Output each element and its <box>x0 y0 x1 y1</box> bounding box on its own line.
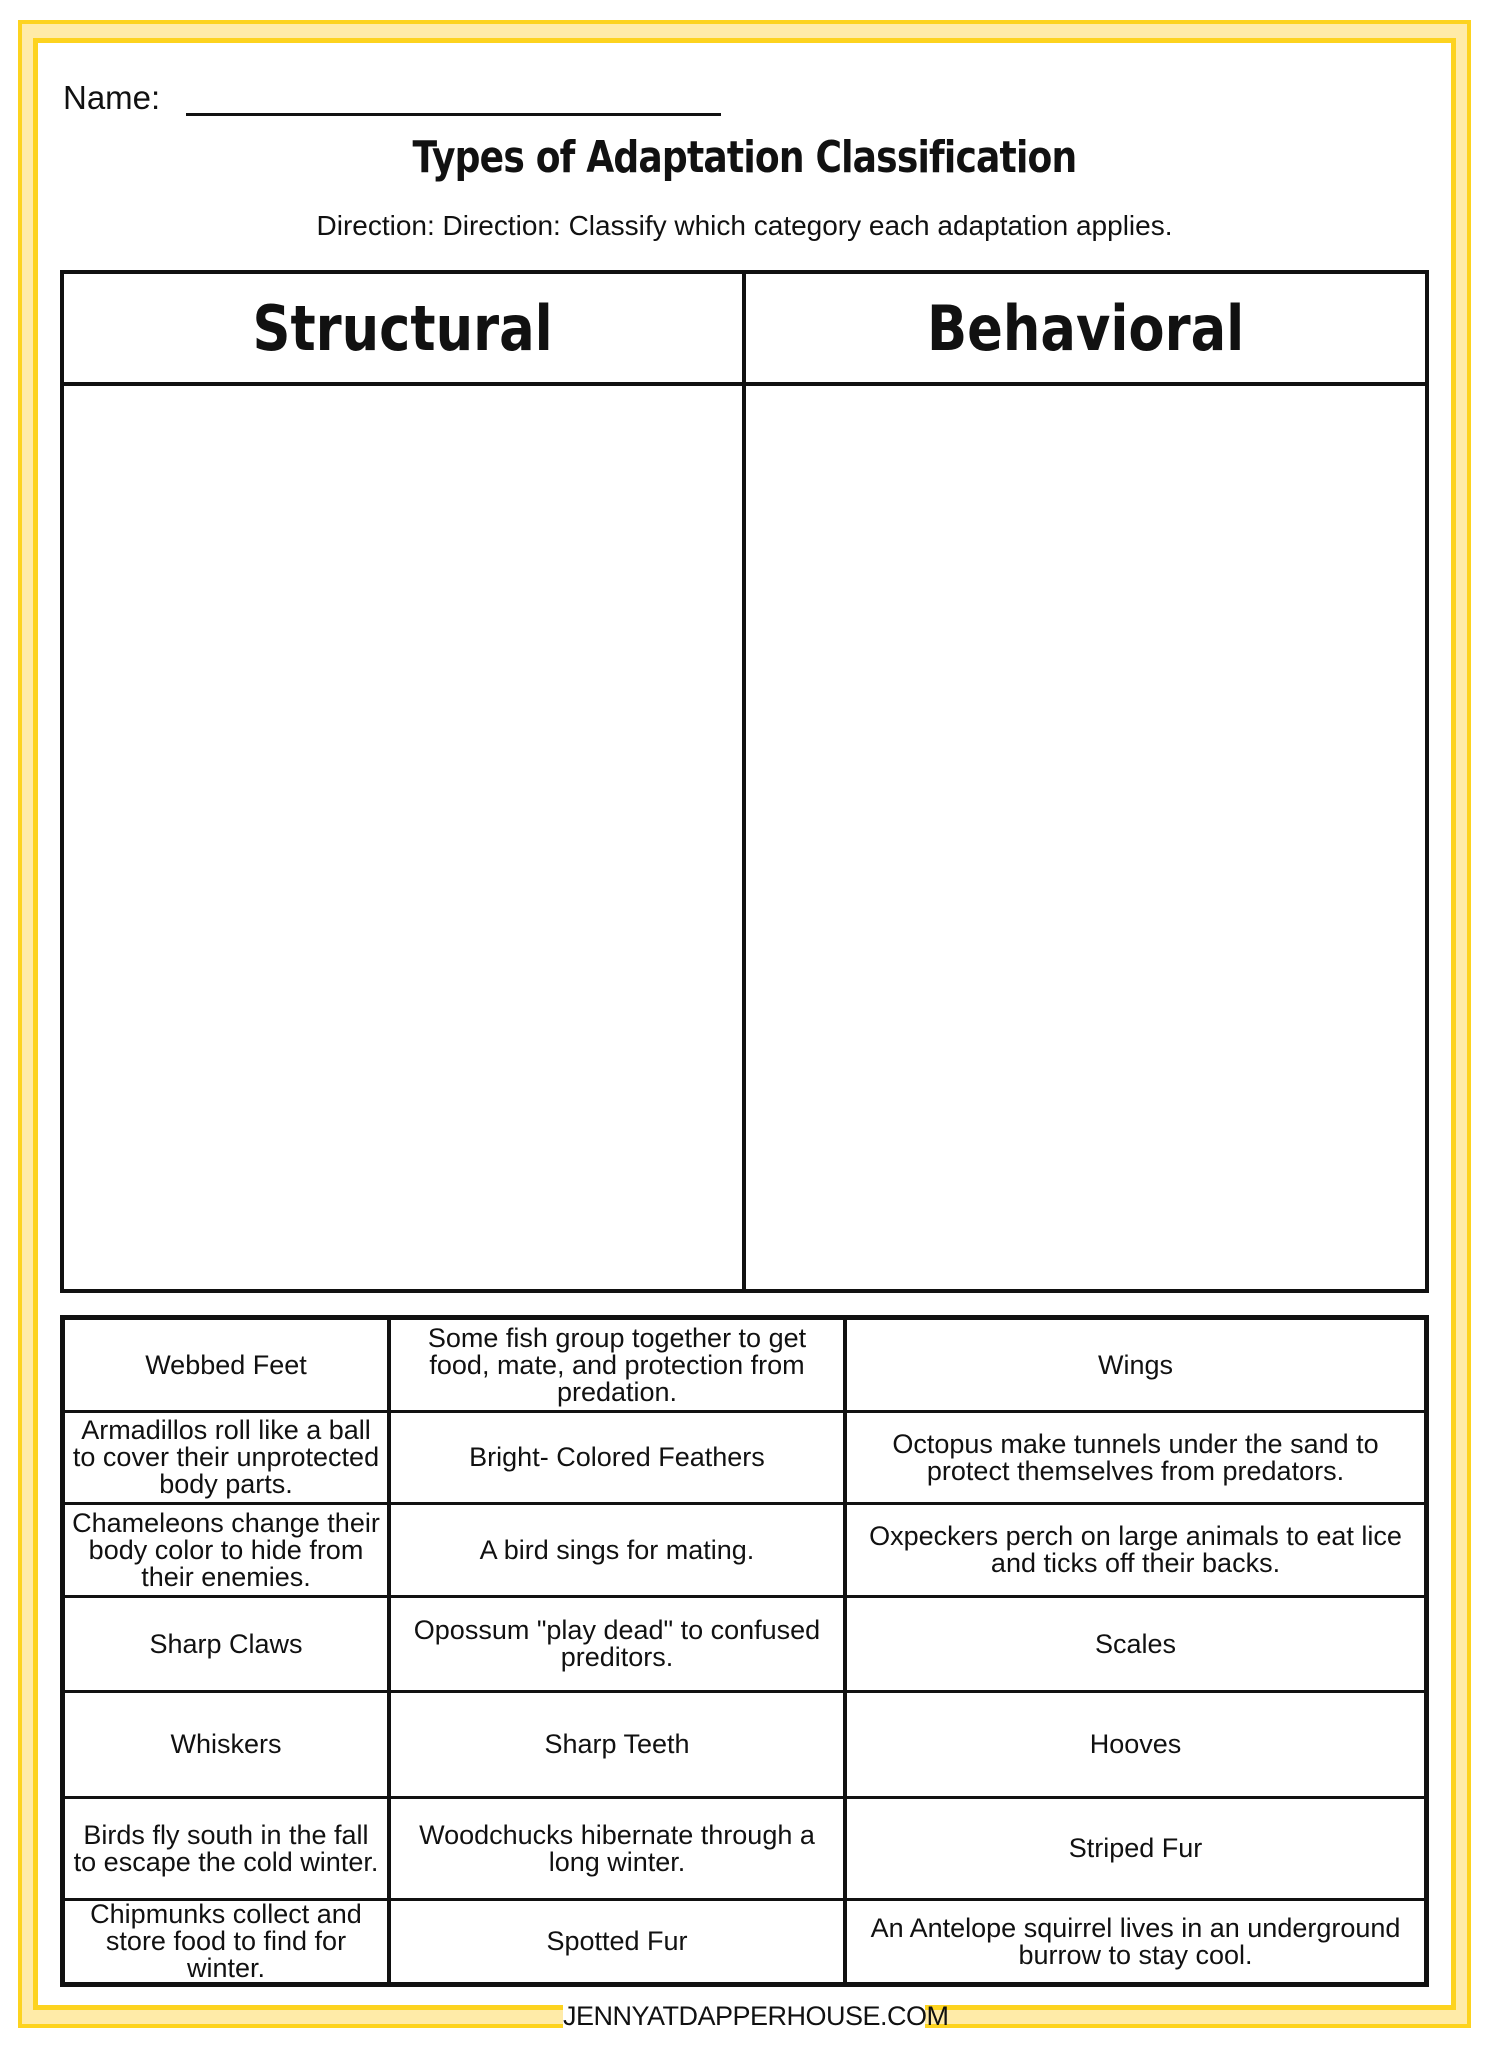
card[interactable]: Sharp Teeth <box>391 1693 847 1799</box>
footer-site-credit: JENNYATDAPPERHOUSE.COM <box>563 2001 949 2031</box>
direction-text: Direction: Direction: Classify which category each adaptation applies. <box>316 210 1173 241</box>
card[interactable]: Chipmunks collect and store food to find for winter. <box>65 1901 391 1982</box>
card[interactable]: Striped Fur <box>847 1799 1424 1901</box>
adaptation-cards-table <box>60 1315 1429 1987</box>
card[interactable]: Sharp Claws <box>65 1598 391 1693</box>
card[interactable]: Wings <box>847 1320 1424 1413</box>
column-header-structural: Structural <box>64 274 746 386</box>
worksheet-title: Types of Adaptation Classification <box>412 132 1077 183</box>
column-header-behavioral: Behavioral <box>746 274 1425 386</box>
card[interactable]: Webbed Feet <box>65 1320 391 1413</box>
card[interactable]: Octopus make tunnels under the sand to protect themselves from predators. <box>847 1413 1424 1505</box>
behavioral-drop-area[interactable] <box>746 386 1425 1289</box>
card[interactable]: Armadillos roll like a ball to cover their unprotected body parts. <box>65 1413 391 1505</box>
card[interactable]: Scales <box>847 1598 1424 1693</box>
card[interactable]: Birds fly south in the fall to escape the cold winter. <box>65 1799 391 1901</box>
structural-drop-area[interactable] <box>64 386 746 1289</box>
card[interactable]: Chameleons change their body color to hide from their enemies. <box>65 1505 391 1598</box>
card[interactable]: Bright- Colored Feathers <box>391 1413 847 1505</box>
card[interactable]: Opossum "play dead" to confused preditors. <box>391 1598 847 1693</box>
card[interactable]: Oxpeckers perch on large animals to eat lice and ticks off their backs. <box>847 1505 1424 1598</box>
classification-table <box>60 270 1429 1293</box>
card[interactable]: Spotted Fur <box>391 1901 847 1982</box>
card[interactable]: A bird sings for mating. <box>391 1505 847 1598</box>
card[interactable]: Woodchucks hibernate through a long winter. <box>391 1799 847 1901</box>
card[interactable]: Some fish group together to get food, mate, and protection from predation. <box>391 1320 847 1413</box>
name-label: Name: <box>63 79 161 116</box>
name-field-line[interactable] <box>186 113 721 116</box>
card[interactable]: An Antelope squirrel lives in an underground burrow to stay cool. <box>870 1912 1401 1970</box>
card[interactable]: Hooves <box>847 1693 1424 1799</box>
name-row <box>63 72 160 118</box>
card[interactable]: Whiskers <box>65 1693 391 1799</box>
